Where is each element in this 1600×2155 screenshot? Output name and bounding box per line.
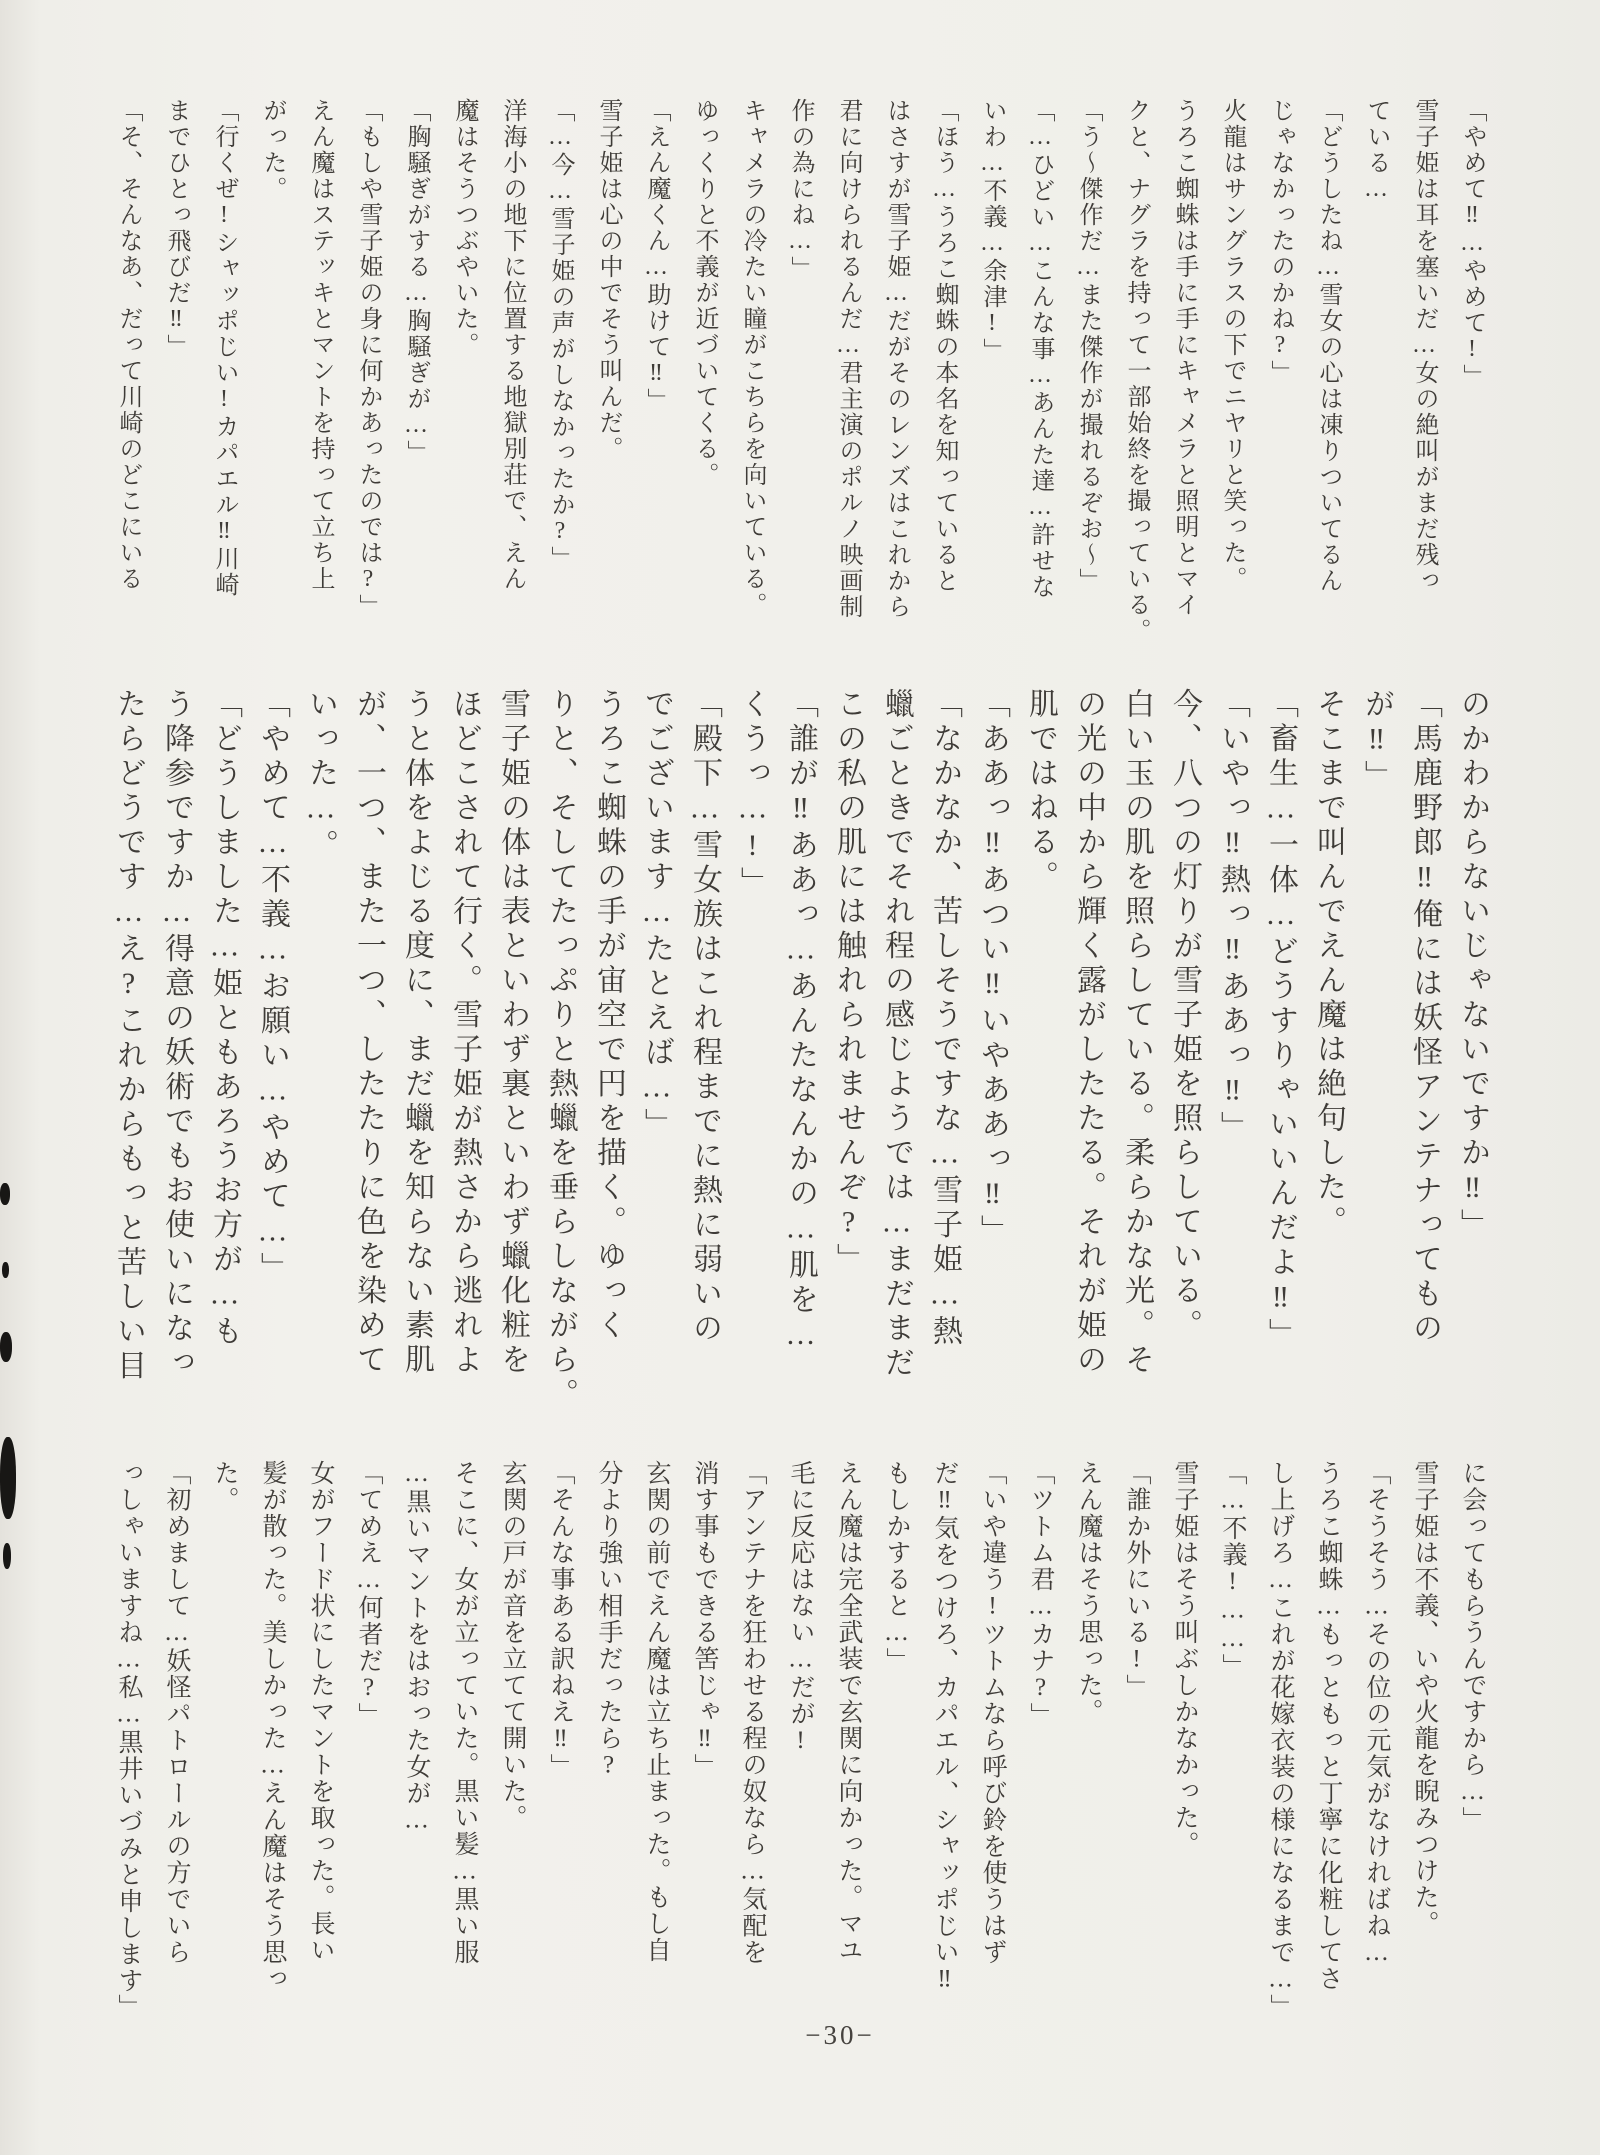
text-column: 「畜生…一体…どうすりゃいいんだよ‼」 bbox=[1264, 688, 1297, 1353]
text-column: 毛に反応はない…だが! bbox=[787, 1460, 814, 1756]
text-column: 今、八つの灯りが雪子姫を照らしている。 bbox=[1168, 688, 1201, 1344]
text-column: 玄関の前でえん魔は立ち止まった。もし自 bbox=[643, 1460, 670, 1964]
text-column: のかわからないじゃないですか‼」 bbox=[1456, 688, 1489, 1243]
text-column: そこに、女が立っていた。黒い髪…黒い服 bbox=[451, 1460, 478, 1966]
text-column: に会ってもらうんですから…」 bbox=[1459, 1460, 1486, 1833]
text-column: 「行くぜ!シャッポじい!カパエル‼川崎 bbox=[211, 98, 237, 598]
text-column: うろこ蜘蛛は手に手にキャメラと照明とマイ bbox=[1171, 98, 1197, 618]
text-column: 「そ、そんなあ、だって川崎のどこにいる bbox=[115, 98, 141, 592]
text-column: 「いや違う!ツトムなら呼び鈴を使うはず bbox=[979, 1460, 1006, 1966]
text-column: 白い玉の肌を照らしている。柔らかな光。そ bbox=[1120, 688, 1153, 1378]
text-column: 作の為にね…」 bbox=[787, 98, 813, 282]
text-column: が、一つ、また一つ、したたりに色を染めて bbox=[352, 688, 385, 1378]
text-column: し上げろ…これが花嫁衣装の様になるまで…」 bbox=[1267, 1460, 1294, 2021]
text-column: 「ああっ‼あつい‼いやああっ‼」 bbox=[976, 688, 1009, 1249]
text-column: 「えん魔くん…助けて‼」 bbox=[643, 98, 669, 414]
text-column: 「ほう…うろこ蜘蛛の本名を知っていると bbox=[931, 98, 957, 594]
text-column: もしかすると…」 bbox=[883, 1460, 910, 1674]
text-column: 洋海小の地下に位置する地獄別荘で、えん bbox=[499, 98, 525, 592]
text-column: ている… bbox=[1363, 98, 1389, 204]
text-column: 「殿下…雪女族はこれ程までに熱に弱いの bbox=[688, 688, 721, 1347]
text-column: クと、ナグラを持って一部始終を撮っている。 bbox=[1123, 98, 1149, 644]
text-column: うと体をよじる度に、まだ蠟を知らない素肌 bbox=[400, 688, 433, 1378]
text-column: りと、そしてたっぷりと熱蠟を垂らしながら。 bbox=[544, 688, 577, 1413]
text-column: 「アンテナを狂わせる程の奴なら…気配を bbox=[739, 1460, 766, 1966]
scan-artifact bbox=[3, 1543, 11, 1569]
text-column: 「もしや雪子姫の身に何かあったのでは?」 bbox=[355, 98, 381, 620]
text-column: までひとっ飛びだ‼」 bbox=[163, 98, 189, 360]
text-column: 「なかなか、苦しそうですな…雪子姫…熱 bbox=[928, 688, 961, 1350]
text-column: えん魔はそう思った。 bbox=[1075, 1460, 1102, 1725]
text-column: 「誰か外にいる!」 bbox=[1123, 1460, 1150, 1701]
text-column: 女がフード状にしたマントを取った。長い bbox=[307, 1460, 334, 1964]
text-column: っしゃいますね…私…黒井いづみと申します」 bbox=[115, 1460, 142, 2021]
text-column: 消す事もできる筈じゃ‼」 bbox=[691, 1460, 718, 1780]
text-column: 「…ひどい…こんな事…あんた達…許せな bbox=[1027, 98, 1053, 600]
text-column: はさすが雪子姫…だがそのレンズはこれから bbox=[883, 98, 909, 620]
text-column: 肌ではねる。 bbox=[1024, 688, 1057, 895]
text-column: 君に向けられるんだ…君主演のポルノ映画制 bbox=[835, 98, 861, 620]
text-column: ほどこされて行く。雪子姫が熱さから逃れよ bbox=[448, 688, 481, 1378]
text-column: 「…今…雪子姫の声がしなかったか?」 bbox=[547, 98, 573, 572]
text-column: 「どうしました…姫ともあろうお方が…も bbox=[208, 688, 241, 1350]
text-column: 雪子姫はそう叫ぶしかなかった。 bbox=[1171, 1460, 1198, 1858]
text-column: えん魔は完全武装で玄関に向かった。マユ bbox=[835, 1460, 862, 1964]
text-column: 「やめて‼…やめて!」 bbox=[1459, 98, 1485, 390]
text-column: だ‼気をつけろ、カパエル、シャッポじい‼ bbox=[931, 1460, 958, 1994]
text-column: いわ…不義…余津!」 bbox=[979, 98, 1005, 364]
text-column: 魔はそうつぶやいた。 bbox=[451, 98, 477, 358]
text-column: うろこ蜘蛛…もっともっと丁寧に化粧してさ bbox=[1315, 1460, 1342, 1992]
text-column: 髪が散った。美しかった…えん魔はそう思っ bbox=[259, 1460, 286, 1992]
text-column: 雪子姫の体は表といわず裏といわず蠟化粧を bbox=[496, 688, 529, 1378]
text-band-bottom bbox=[104, 1460, 1496, 2026]
text-column: がった。 bbox=[259, 98, 285, 202]
text-column: うろこ蜘蛛の手が宙空で円を描く。ゆっく bbox=[592, 688, 625, 1344]
scan-artifact bbox=[0, 1437, 16, 1519]
text-column: くうっ…!」 bbox=[736, 688, 769, 901]
text-column: 雪子姫は不義、いや火龍を睨みつけた。 bbox=[1411, 1460, 1438, 1937]
text-column: この私の肌には触れられませんぞ?」 bbox=[832, 688, 865, 1278]
text-column: 「いやっ‼熱っ‼ああっ‼」 bbox=[1216, 688, 1249, 1146]
text-band-middle bbox=[104, 688, 1496, 1440]
scan-artifact bbox=[0, 1183, 10, 1205]
scan-artifact bbox=[0, 1332, 12, 1362]
text-column: 火龍はサングラスの下でニヤリと笑った。 bbox=[1219, 98, 1245, 592]
text-band-top bbox=[104, 98, 1496, 654]
text-column: でございます…たとえば…」 bbox=[640, 688, 673, 1143]
scan-artifact bbox=[2, 1262, 9, 1278]
text-column: 雪子姫は耳を塞いだ…女の絶叫がまだ残っ bbox=[1411, 98, 1437, 594]
text-column: キャメラの冷たい瞳がこちらを向いている。 bbox=[739, 98, 765, 618]
text-column: 玄関の戸が音を立てて開いた。 bbox=[499, 1460, 526, 1831]
text-column: そこまで叫んでえん魔は絶句した。 bbox=[1312, 688, 1345, 1240]
text-column: 「…不義!……」 bbox=[1219, 1460, 1246, 1680]
text-column: 「やめて…不義…お願い…やめて…」 bbox=[256, 688, 289, 1287]
text-column: う降参ですか…得意の妖術でもお使いになっ bbox=[160, 688, 193, 1381]
text-column: が‼」 bbox=[1360, 688, 1393, 795]
page-number: −30− bbox=[805, 2020, 875, 2050]
text-column: 「ツトム君…カナ?」 bbox=[1027, 1460, 1054, 1729]
text-column: たらどうです…え?これからもっと苦しい目 bbox=[112, 688, 145, 1384]
text-column: 「そうそう…その位の元気がなければね… bbox=[1363, 1460, 1390, 1968]
text-column: …黒いマントをはおった女が… bbox=[403, 1460, 430, 1835]
text-column: 「う〜傑作だ…また傑作が撮れるぞお〜」 bbox=[1075, 98, 1101, 594]
text-column: 「誰が‼ああっ…あんたなんかの…肌を… bbox=[784, 688, 817, 1356]
text-column: 「馬鹿野郎‼俺には妖怪アンテナってもの bbox=[1408, 688, 1441, 1347]
text-column: 分より強い相手だったら? bbox=[595, 1460, 622, 1780]
text-column: の光の中から輝く露がしたたる。それが姫の bbox=[1072, 688, 1105, 1378]
text-column: いった…。 bbox=[304, 688, 337, 864]
text-column: 「初めまして…妖怪パトロールの方でいら bbox=[163, 1460, 190, 1966]
text-column: えん魔はステッキとマントを持って立ち上 bbox=[307, 98, 333, 592]
text-column: 「てめえ…何者だ?」 bbox=[355, 1460, 382, 1729]
text-column: 「そんな事ある訳ねえ‼」 bbox=[547, 1460, 574, 1780]
text-column: 雪子姫は心の中でそう叫んだ。 bbox=[595, 98, 621, 462]
text-column: た。 bbox=[211, 1460, 238, 1513]
text-column: 蠟ごときでそれ程の感じようでは…まだまだ bbox=[880, 688, 913, 1381]
text-column: 「胸騒ぎがする…胸騒ぎが…」 bbox=[403, 98, 429, 466]
text-column: じゃなかったのかね?」 bbox=[1267, 98, 1293, 386]
text-column: 「どうしたね…雪女の心は凍りついてるん bbox=[1315, 98, 1341, 594]
text-column: ゆっくりと不義が近づいてくる。 bbox=[691, 98, 717, 488]
